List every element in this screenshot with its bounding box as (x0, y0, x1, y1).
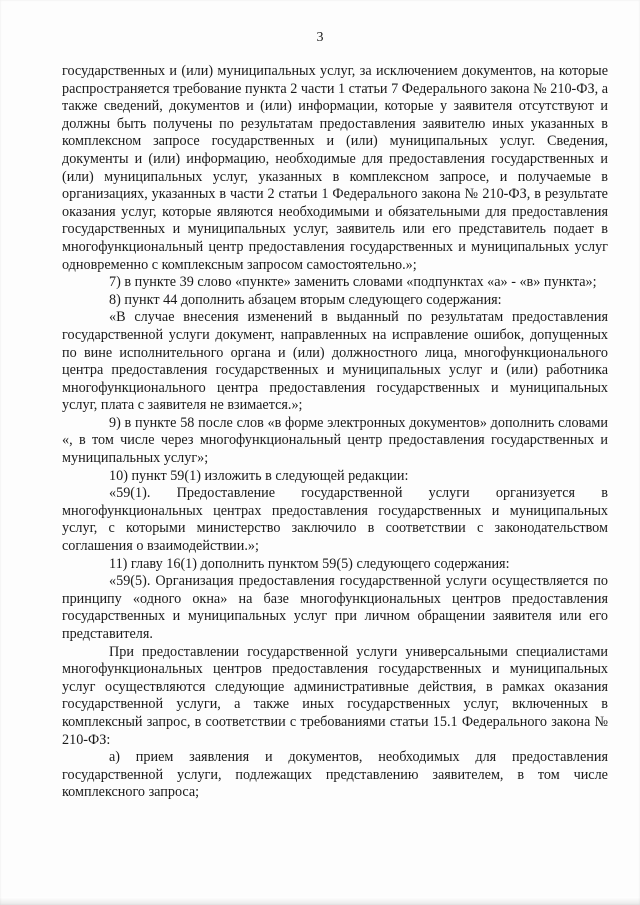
paragraph-subitem-a: а) прием заявления и документов, необходимых для предоставления государственной услуги, подлежащих представлению заявителем, в том числе комплексного запроса; (62, 749, 608, 801)
paragraph-item-8: 8) пункт 44 дополнить абзацем вторым следующего содержания: (109, 291, 502, 308)
paragraph-admin-actions: При предоставлении государственной услуги универсальными специалистами многофункциональных центров предоставления государственных и муниципальных услуг осуществляются следующие административные действия, в рамках оказания государственной услуги, а также иных государственных услуг, включенных в комплексный запрос, в соответствии с требованиями статьи 15.1 Федерального закона № 210-ФЗ: (62, 643, 608, 748)
paragraph-item-8-quote: «В случае внесения изменений в выданный по результатам предоставления государственной услуги документ, направленных на исправление ошибок, допущенных по вине исполнительного органа и (или) должностного лица, многофункционального центра предоставления государственных и муниципальных услуг и (или) работника многофункционального центра предоставления государственных и муниципальных услуг, плата с заявителя не взимается.»; (62, 309, 608, 414)
paragraph-item-11-quote: «59(5). Организация предоставления государственной услуги осуществляется по принципу «одного окна» на базе многофункциональных центров предоставления государственных и муниципальных услуг при личном обращении заявителя или его представителя. (62, 573, 608, 642)
paragraph-item-10-quote: «59(1). Предоставление государственной услуги организуется в многофункциональных центрах предоставления государственных и муниципальных услуг, с которыми министерство заключило в соответствии с законодательством соглашения о взаимодействии.»; (62, 485, 608, 555)
scan-bottom-edge (0, 897, 640, 905)
document-body (62, 63, 608, 802)
paragraph-item-9: 9) в пункте 58 после слов «в форме электронных документов» дополнить словами «, в том числе через многофункциональный центр предоставления государственных и муниципальных услуг»; (62, 414, 608, 467)
page-number: 3 (316, 30, 324, 45)
paragraph-item-10: 10) пункт 59(1) изложить в следующей редакции: (109, 467, 409, 484)
paragraph-item-11: 11) главу 16(1) дополнить пунктом 59(5) следующего содержания: (109, 555, 510, 572)
paragraph-continuation: государственных и (или) муниципальных услуг, за исключением документов, на которые распространяется требование пункта 2 части 1 статьи 7 Федерального закона № 210-ФЗ, а также сведений, документов и (или) информации, которые у заявителя отсутствуют и должны быть получены по результатам предоставления заявителю иных указанных в комплексном запросе государственных и (или) муниципальных услуг. Сведения, документы и (или) информацию, необходимые для предоставления государственных и (или) муниципальных услуг, указанных в комплексном запросе, и получаемые в организациях, указанных в части 2 статьи 1 Федерального закона № 210-ФЗ, в результате оказания услуг, которые являются необходимыми и обязательными для предоставления государственных и муниципальных услуг, заявитель или его представитель подает в многофункциональный центр предоставления государственных и муниципальных услуг одновременно с комплексным запросом самостоятельно.»; (62, 63, 608, 273)
paragraph-item-7: 7) в пункте 39 слово «пункте» заменить словами «подпунктах «а» - «в» пункта»; (109, 274, 597, 291)
